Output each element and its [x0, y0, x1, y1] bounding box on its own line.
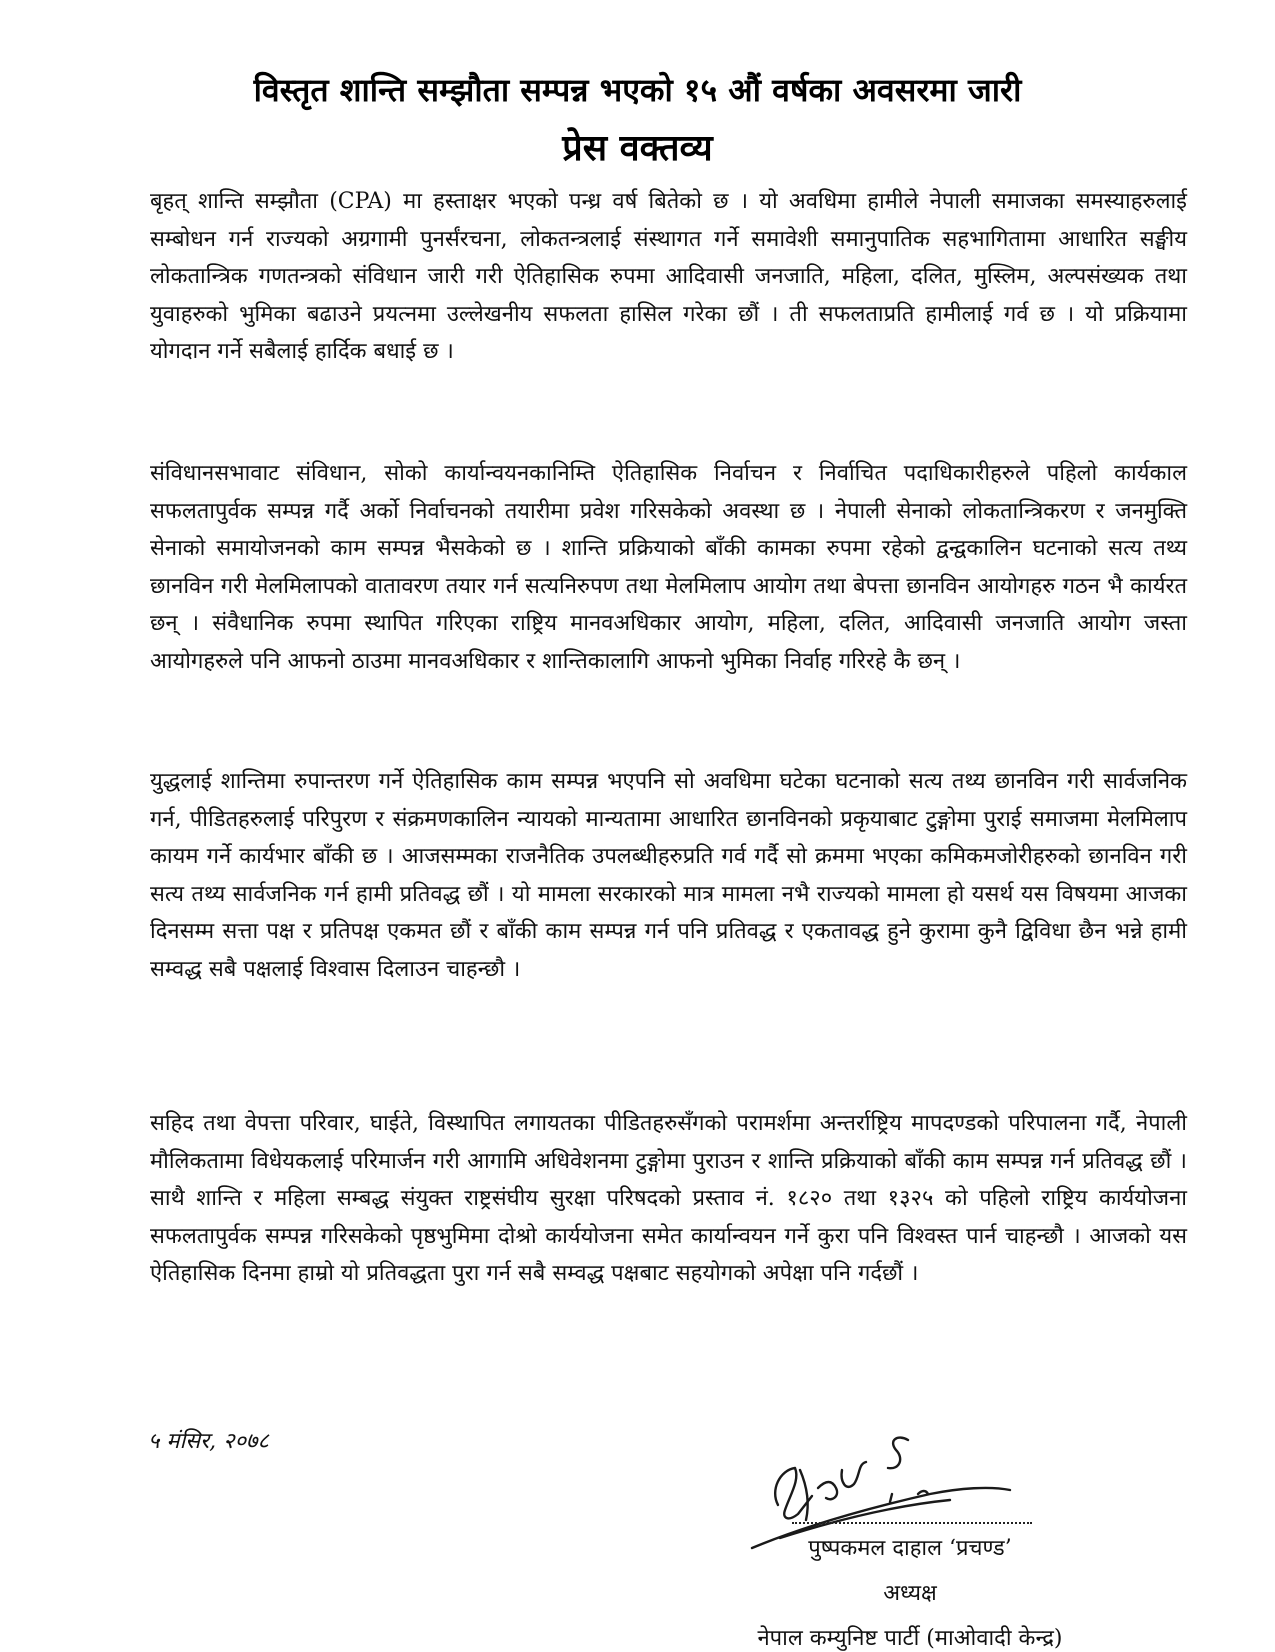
paragraph-2: संविधानसभावाट संविधान, सोको कार्यान्वयनकानिम्ति ऐतिहासिक निर्वाचन र निर्वाचित पदाधिकारीहरुले पहिलो कार्यकाल सफलतापुर्वक सम्पन्न गर्दै अर्को निर्वाचनको तयारीमा प्रवेश गरिसकेको अवस्था छ । नेपाली सेनाको लोकतान्त्रिकरण र जनमुक्ति सेनाको समायोजनको काम सम्पन्न भैसकेको छ । शान्ति प्रक्रियाको बाँकी कामका रुपमा रहेको द्वन्द्वकालिन घटनाको सत्य तथ्य छानविन गरी मेलमिलापको वातावरण तयार गर्न सत्यनिरुपण तथा मेलमिलाप आयोग तथा बेपत्ता छानविन आयोगहरु गठन भै कार्यरत छन् । संवैधानिक रुपमा स्थापित गरिएका राष्ट्रिय मानवअधिकार आयोग, महिला, दलित, आदिवासी जनजाति आयोग जस्ता आयोगहरुले पनि आफनो ठाउमा मानवअधिकार र शान्तिकालागि आफनो भुमिका निर्वाह गरिरहे कै छन् । [150, 461, 1187, 674]
signatory-role: अध्यक्ष [883, 1581, 937, 1606]
document-subtitle: प्रेस वक्तव्य [562, 128, 713, 169]
paragraph-4: सहिद तथा वेपत्ता परिवार, घाईते, विस्थापित लगायतका पीडितहरुसँगको परामर्शमा अन्तर्राष्ट्रिय मापदण्डको परिपालना गर्दै, नेपाली मौलिकतामा विधेयकलाई परिमार्जन गरी आगामि अधिवेशनमा टुङ्गोमा पुराउन र शान्ति प्रक्रियाको बाँकी काम सम्पन्न गर्न प्रतिवद्ध छौं । साथै शान्ति र महिला सम्बद्ध संयुक्त राष्ट्रसंघीय सुरक्षा परिषदको प्रस्ताव नं. १८२० तथा १३२५ को पहिलो राष्ट्रिय कार्ययोजना सफलतापुर्वक सम्पन्न गरिसकेको पृष्ठभुमिमा दोश्रो कार्ययोजना समेत कार्यान्वयन गर्ने कुरा पनि विश्वस्त पार्न चाहन्छौ । आजको यस ऐतिहासिक दिनमा हाम्रो यो प्रतिवद्धता पुरा गर्न सबै सम्वद्ध पक्षबाट सहयोगको अपेक्षा पनि गर्दछौं । [150, 1111, 1187, 1286]
statement-date: ५ मंसिर, २०७८ [148, 1429, 269, 1454]
signature-line [792, 1522, 1032, 1524]
signatory-organization: नेपाल कम्युनिष्ट पार्टी (माओवादी केन्द्र) [757, 1626, 1063, 1651]
paragraph-3: युद्धलाई शान्तिमा रुपान्तरण गर्ने ऐतिहासिक काम सम्पन्न भएपनि सो अवधिमा घटेका घटनाको सत्य तथ्य छानविन गरी सार्वजनिक गर्न, पीडितहरुलाई परिपुरण र संक्रमणकालिन न्यायको मान्यतामा आधारित छानविनको प्रकृयाबाट टुङ्गोमा पुराई समाजमा मेलमिलाप कायम गर्ने कार्यभार बाँकी छ । आजसम्मका राजनैतिक उपलब्धीहरुप्रति गर्व गर्दै सो क्रममा भएका कमिकमजोरीहरुको छानविन गरी सत्य तथ्य सार्वजनिक गर्न हामी प्रतिवद्ध छौं । यो मामला सरकारको मात्र मामला नभै राज्यको मामला हो यसर्थ यस विषयमा आजका दिनसम्म सत्ता पक्ष र प्रतिपक्ष एकमत छौं र बाँकी काम सम्पन्न गर्न पनि प्रतिवद्ध र एकतावद्ध हुने कुरामा कुनै द्विविधा छैन भन्ने हामी सम्वद्ध सबै पक्षलाई विश्वास दिलाउन चाहन्छौ । [150, 769, 1187, 982]
paragraph-1: बृहत् शान्ति सम्झौता (CPA) मा हस्ताक्षर भएको पन्ध्र वर्ष बितेको छ । यो अवधिमा हामीले नेपाली समाजका समस्याहरुलाई सम्बोधन गर्न राज्यको अग्रगामी पुनर्संरचना, लोकतन्त्रलाई संस्थागत गर्ने समावेशी समानुपातिक सहभागितामा आधारित सङ्घीय लोकतान्त्रिक गणतन्त्रको संविधान जारी गरी ऐतिहासिक रुपमा आदिवासी जनजाति, महिला, दलित, मुस्लिम, अल्पसंख्यक तथा युवाहरुको भुमिका बढाउने प्रयत्नमा उल्लेखनीय सफलता हासिल गरेका छौं । ती सफलताप्रति हामीलाई गर्व छ । यो प्रक्रियामा योगदान गर्ने सबैलाई हार्दिक बधाई छ । [150, 189, 1187, 364]
document-title: विस्तृत शान्ति सम्झौता सम्पन्न भएको १५ औं वर्षका अवसरमा जारी [253, 71, 1022, 109]
signatory-name: पुष्पकमल दाहाल ‘प्रचण्ड’ [808, 1536, 1012, 1561]
